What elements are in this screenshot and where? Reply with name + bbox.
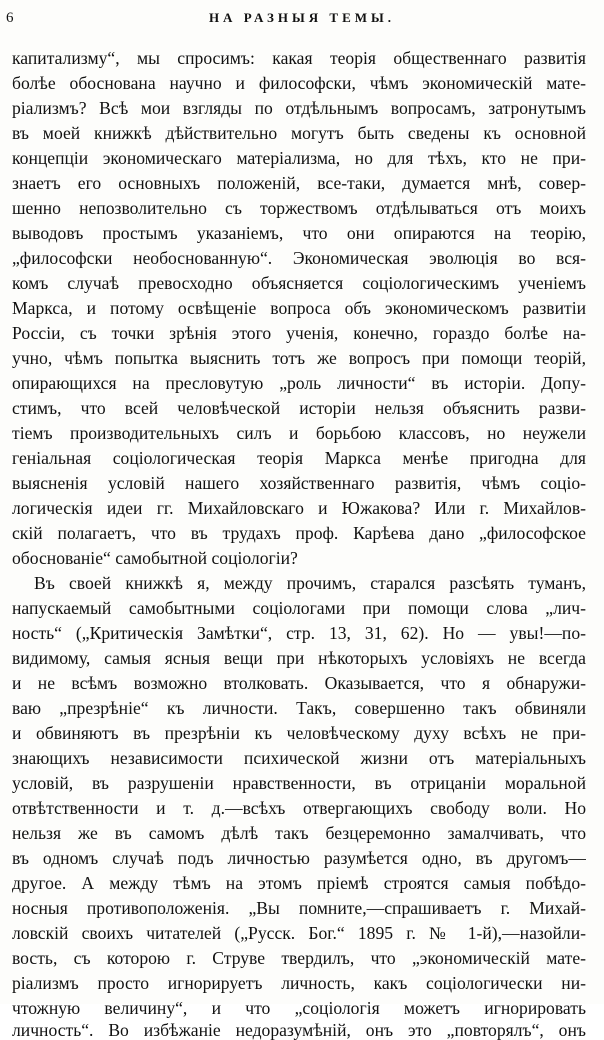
text-line: другое. А между тѣмъ на этомъ пріемѣ строятся самыя побѣдо- <box>12 873 586 893</box>
text-line: Маркса, и потому освѣщеніе вопроса объ экономическомъ развитіи <box>12 298 586 318</box>
text-line: выясненія условій нашего хозяйственнаго развитія, чѣмъ соціо- <box>12 473 586 493</box>
running-head: НА РАЗНЫЯ ТЕМЫ. <box>208 10 396 25</box>
text-line: и не всѣмъ возможно втолковать. Оказывается, что я обнаружи- <box>12 673 586 693</box>
text-line: геніальная соціологическая теорія Маркса менѣе пригодна для <box>12 448 586 468</box>
text-line: ность“ („Критическія Замѣтки“, стр. 13, 31, 62). Но — увы!—по- <box>12 623 586 643</box>
text-line: условій, въ разрушеніи нравственности, въ отрицаніи моральной <box>12 773 586 793</box>
text-line: въ моей книжкѣ дѣйствительно могутъ быть сведены къ основной <box>12 123 586 143</box>
text-line: отвѣтственности и т. д.—всѣхъ отвергающихъ свободу воли. Но <box>12 798 586 818</box>
text-line: учно, чѣмъ попытка выяснить тотъ же вопросъ при помощи теорій, <box>12 348 586 368</box>
text-line: видимому, самыя ясныя вещи при нѣкоторыхъ условіяхъ не всегда <box>12 648 586 668</box>
text-line: опирающихся на пресловутую „роль личности“ въ исторіи. Допу- <box>12 373 586 393</box>
text-line: капитализму“, мы спросимъ: какая теорія общественнаго развитія <box>12 48 586 68</box>
text-line: личность“. Во избѣжаніе недоразумѣній, онъ это „повторялъ“, онъ <box>12 1020 586 1040</box>
page-number: 6 <box>6 10 14 26</box>
text-line: въ одномъ случаѣ подъ личностью разумѣется одно, въ другомъ— <box>12 848 586 868</box>
text-line: скій полагаетъ, что въ трудахъ проф. Карѣева дано „философское <box>12 523 586 543</box>
text-line: Въ своей книжкѣ я, между прочимъ, старался разсѣять туманъ, <box>34 573 586 593</box>
text-line: знаетъ его основныхъ положеній, все-таки, думается мнѣ, совер- <box>12 173 586 193</box>
text-line: логическія идеи гг. Михайловскаго и Южакова? Или г. Михайлов- <box>12 498 586 518</box>
text-line: и обвиняютъ въ презрѣніи къ человѣческому духу всѣхъ не при- <box>12 723 586 743</box>
text-line: ріализмъ? Всѣ мои взгляды по отдѣльнымъ вопросамъ, затронутымъ <box>12 98 586 118</box>
text-line: болѣе обоснована научно и философски, чѣмъ экономическій мате- <box>12 73 586 93</box>
text-line: Россіи, съ точки зрѣнія этого ученія, конечно, гораздо болѣе на- <box>12 323 586 343</box>
text-line: нельзя же въ самомъ дѣлѣ такъ безцеремонно замалчивать, что <box>12 823 586 843</box>
text-line: выводовъ простымъ указаніемъ, что они опираются на теорію, <box>12 223 586 243</box>
text-line: стимъ, что всей человѣческой исторіи нельзя объяснить разви- <box>12 398 586 418</box>
text-line: „философски необоснованную“. Экономическая эволюція во вся- <box>12 248 586 268</box>
text-line: шенно непозволительно съ торжествомъ отдѣлываться отъ моихъ <box>12 198 586 218</box>
text-line: носныя противоположенія. „Вы помните,—спрашиваетъ г. Михай- <box>12 898 586 918</box>
text-line: тіемъ производительныхъ силъ и борьбою классовъ, но неужели <box>12 423 586 443</box>
text-line: вость, съ которою г. Струве твердилъ, что „экономическій мате- <box>12 948 586 968</box>
text-line: напускаемый самобытными соціологами при помощи слова „лич- <box>12 598 586 618</box>
text-line: ловскій своихъ читателей („Русск. Бог.“ 1895 г. № 1-й),—назойли- <box>12 923 586 943</box>
text-line: чтожную величину“, и что „соціологія можетъ игнорировать <box>12 998 586 1018</box>
text-line: обоснованіе“ самобытной соціологіи? <box>12 548 298 568</box>
text-line: знающихъ независимости психической жизни отъ матеріальныхъ <box>12 748 586 768</box>
page-header <box>6 8 598 28</box>
text-line: концепціи экономическаго матеріализма, но для тѣхъ, кто не при- <box>12 148 586 168</box>
text-line: ваю „презрѣніе“ къ личности. Такъ, совершенно такъ обвиняли <box>12 698 586 718</box>
text-line: комъ случаѣ превосходно объясняется соціологическимъ ученіемъ <box>12 273 586 293</box>
text-line: ріализмъ просто игнорируетъ личность, какъ соціологически ни- <box>12 973 586 993</box>
